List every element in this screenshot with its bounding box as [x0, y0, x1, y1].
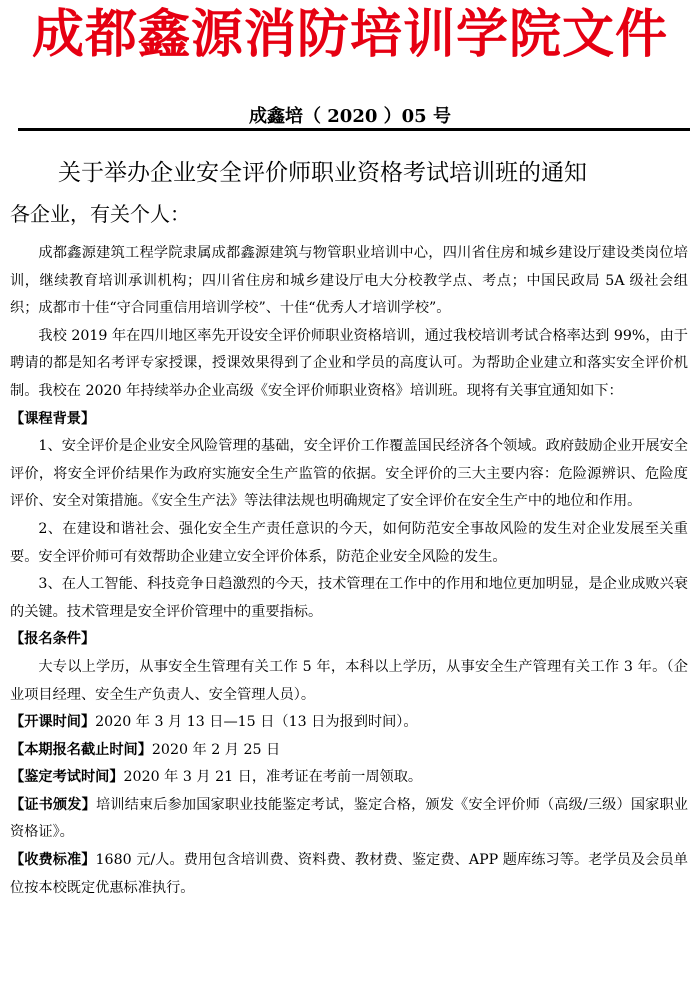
certificate-value: 培训结束后参加国家职业技能鉴定考试，鉴定合格，颁发《安全评价师（高级/三级）国家职业资格证》。 — [10, 796, 688, 841]
background-item-3: 3、在人工智能、科技竞争日趋激烈的今天，技术管理在工作中的作用和地位更加明显，是企业成败兴衰的关键。技术管理是安全评价管理中的重要指标。 — [10, 576, 688, 620]
notice-body — [10, 240, 688, 902]
header-divider — [18, 128, 690, 131]
deadline-label: 【本期报名截止时间】 — [10, 741, 152, 758]
exam-time-line — [10, 764, 688, 792]
background-item-1: 1、安全评价是企业安全风险管理的基础，安全评价工作覆盖国民经济各个领域。政府鼓励企业开展安全评价，将安全评价结果作为政府实施安全生产监管的依据。安全评价的三大主要内容：危险源辨识、危险度评价、安全对策措施。《安全生产法》等法律法规也明确规定了安全评价在安全生产中的地位和作用。 — [10, 438, 688, 510]
deadline-line — [10, 737, 688, 765]
fee-label: 【收费标准】 — [10, 852, 96, 869]
start-time-label: 【开课时间】 — [10, 714, 96, 731]
document-number: 成鑫培（ 2020 ）05 号 — [249, 106, 451, 127]
start-time-line — [10, 709, 688, 737]
masthead-title: 成都鑫源消防培训学院文件 — [31, 5, 668, 65]
notice-title: 关于举办企业安全评价师职业资格考试培训班的通知 — [58, 160, 587, 186]
certificate-label: 【证书颁发】 — [10, 796, 96, 813]
exam-time-label: 【鉴定考试时间】 — [10, 769, 124, 786]
start-time-value: 2020 年 3 月 13 日—15 日（13 日为报到时间）。 — [95, 714, 418, 731]
salutation: 各企业，有关个人： — [10, 202, 190, 226]
deadline-value: 2020 年 2 月 25 日 — [151, 741, 281, 758]
fee-line — [10, 847, 688, 902]
background-item-2: 2、在建设和谐社会、强化安全生产责任意识的今天，如何防范安全事故风险的发生对企业发展至关重要。安全评价师可有效帮助企业建立安全评价体系，防范企业安全风险的发生。 — [10, 520, 688, 565]
certificate-line — [10, 792, 688, 847]
intro-paragraph-2: 我校 2019 年在四川地区率先开设安全评价师职业资格培训，通过我校培训考试合格率达到 99%，由于聘请的都是知名考评专家授课，授课效果得到了企业和学员的高度认可。为帮助企业建立和落实安全评价机制。我校在 2020 年持续举办企业高级《安全评价师职业资格》培训班。现将有关事宜通知如下： — [10, 327, 688, 399]
background-heading: 【课程背景】 — [10, 410, 96, 427]
exam-time-value: 2020 年 3 月 21 日，准考证在考前一周领取。 — [123, 769, 423, 786]
requirements-heading: 【报名条件】 — [10, 631, 96, 648]
intro-paragraph-1: 成都鑫源建筑工程学院隶属成都鑫源建筑与物管职业培训中心，四川省住房和城乡建设厅建设类岗位培训，继续教育培训承训机构；四川省住房和城乡建设厅电大分校教学点、考点；中国民政局 5A 级社会组织；成都市十佳“守合同重信用培训学校”、十佳“优秀人才培训学校”。 — [10, 245, 688, 317]
requirements-text: 大专以上学历，从事安全生管理有关工作 5 年，本科以上学历，从事安全生产管理有关工作 3 年。（企业项目经理、安全生产负责人、安全管理人员）。 — [10, 658, 688, 703]
fee-value: 1680 元/人。费用包含培训费、资料费、教材费、鉴定费、APP 题库练习等。老学员及会员单位按本校既定优惠标准执行。 — [10, 852, 688, 896]
